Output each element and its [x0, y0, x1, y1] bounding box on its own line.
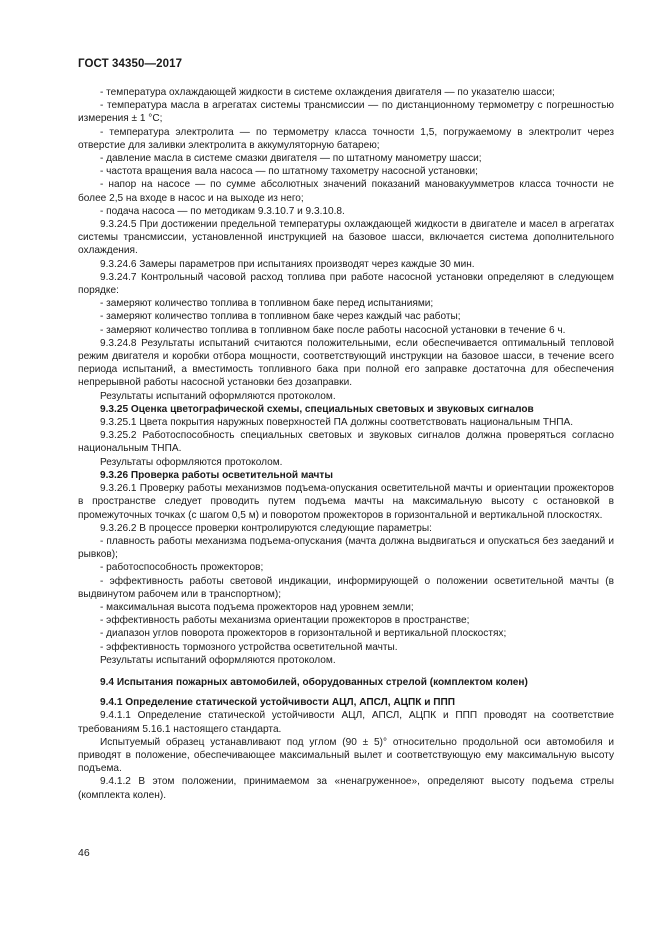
list-item: - плавность работы механизма подъема-опускания (мачта должна выдвигаться и опускаться без заеданий и рывков); [78, 535, 614, 561]
paragraph: 9.3.24.8 Результаты испытаний считаются положительными, если обеспечивается оптимальный тепловой режим двигателя и коробки отбора мощности, соответствующий инструкции на базовое шасси, в течение всего периода испытаний, а вместимость топливного бака при полной его заправке достаточна для обеспечения непрерывной работы насосной установки без дозаправки. [78, 337, 614, 389]
subsection-heading: 9.4.1 Определение статической устойчивости АЦЛ, АПСЛ, АЦПК и ППП [100, 697, 456, 709]
section-heading: 9.3.25 Оценка цветографической схемы, специальных световых и звуковых сигналов [100, 403, 534, 415]
list-item: - диапазон углов поворота прожекторов в горизонтальной и вертикальной плоскостях; [100, 628, 507, 640]
paragraph: 9.3.26.1 Проверку работы механизмов подъема-опускания осветительной мачты и ориентации прожекторов в пространстве следует проводить путем подъема мачты на максимальную высоту с остановкой в промежуточных точках (с шагом 0,5 м) и поворотом прожекторов в горизонтальной и вертикальной плоскостях. [78, 483, 614, 521]
list-item: - давление масла в системе смазки двигателя — по штатному манометру шасси; [100, 153, 482, 165]
list-item: - температура электролита — по термометру класса точности 1,5, погружаемому в электролит через отверстие для заливки электролита в аккумуляторную батарею; [78, 126, 614, 151]
paragraph: 9.3.25.2 Работоспособность специальных световых и звуковых сигналов должна проверяться согласно национальным ТНПА. [78, 430, 614, 455]
list-item: - замеряют количество топлива в топливном баке перед испытаниями; [100, 298, 434, 310]
paragraph: 9.3.25.1 Цвета покрытия наружных поверхностей ПА должны соответствовать национальным ТНПА. [100, 417, 574, 429]
list-item: - температура масла в агрегатах системы трансмиссии — по дистанционному термометру с погрешностью измерения ± 1 °С; [78, 100, 614, 125]
list-item: - эффективность тормозного устройства осветительной мачты. [100, 641, 398, 653]
document-header: ГОСТ 34350—2017 [78, 58, 183, 70]
list-item: - замеряют количество топлива в топливном баке после работы насосной установки в течение 6 ч. [100, 324, 566, 336]
document-body [78, 86, 614, 802]
paragraph: Результаты оформляются протоколом. [100, 456, 283, 468]
list-item: - эффективность работы световой индикации, информирующей о положении осветительной мачты (в выдвинутом рабочем или в транспортном); [78, 575, 614, 600]
list-item: - замеряют количество топлива в топливном баке через каждый час работы; [100, 311, 461, 323]
list-item: - частота вращения вала насоса — по штатному тахометру насосной установки; [100, 166, 478, 178]
paragraph: 9.3.26.2 В процессе проверки контролируются следующие параметры: [100, 522, 432, 534]
paragraph: Результаты испытаний оформляются протоколом. [100, 654, 336, 666]
paragraph: 9.3.24.6 Замеры параметров при испытаниях производят через каждые 30 мин. [100, 258, 475, 270]
section-heading: 9.3.26 Проверка работы осветительной мачты [100, 469, 333, 481]
paragraph: 9.3.24.5 При достижении предельной температуры охлаждающей жидкости в двигателе и масел в агрегатах системы трансмиссии, установленной инструкцией на базовое шасси, включается система дополнительного охлаждения. [78, 219, 614, 257]
paragraph: 9.4.1.1 Определение статической устойчивости АЦЛ, АПСЛ, АЦПК и ППП проводят на соответствие требованиям 5.16.1 настоящего стандарта. [78, 710, 614, 735]
list-item: - подача насоса — по методикам 9.3.10.7 и 9.3.10.8. [100, 205, 345, 217]
paragraph: 9.4.1.2 В этом положении, принимаемом за «ненагруженное», определяют высоту подъема стрелы (комплекта колен). [78, 776, 614, 801]
paragraph: Результаты испытаний оформляются протоколом. [100, 390, 336, 402]
list-item: - эффективность работы механизма ориентации прожекторов в пространстве; [100, 615, 470, 627]
list-item: - максимальная высота подъема прожекторов над уровнем земли; [100, 601, 414, 613]
section-heading: 9.4 Испытания пожарных автомобилей, оборудованных стрелой (комплектом колен) [100, 676, 528, 688]
paragraph: Испытуемый образец устанавливают под углом (90 ± 5)° относительно продольной оси автомобиля и приводят в положение, обеспечивающее максимальный вылет и соответствующую ему максимальную высоту подъема. [78, 736, 614, 775]
page-number: 46 [78, 847, 90, 859]
list-item: - температура охлаждающей жидкости в системе охлаждения двигателя — по указателю шасси; [100, 87, 555, 98]
paragraph: 9.3.24.7 Контрольный часовой расход топлива при работе насосной установки определяют в следующем порядке: [78, 271, 614, 297]
list-item: - напор на насосе — по сумме абсолютных значений показаний мановакуумметров класса точности не более 2,5 на входе в насос и на выходе из него; [78, 179, 614, 204]
list-item: - работоспособность прожекторов; [100, 562, 264, 574]
